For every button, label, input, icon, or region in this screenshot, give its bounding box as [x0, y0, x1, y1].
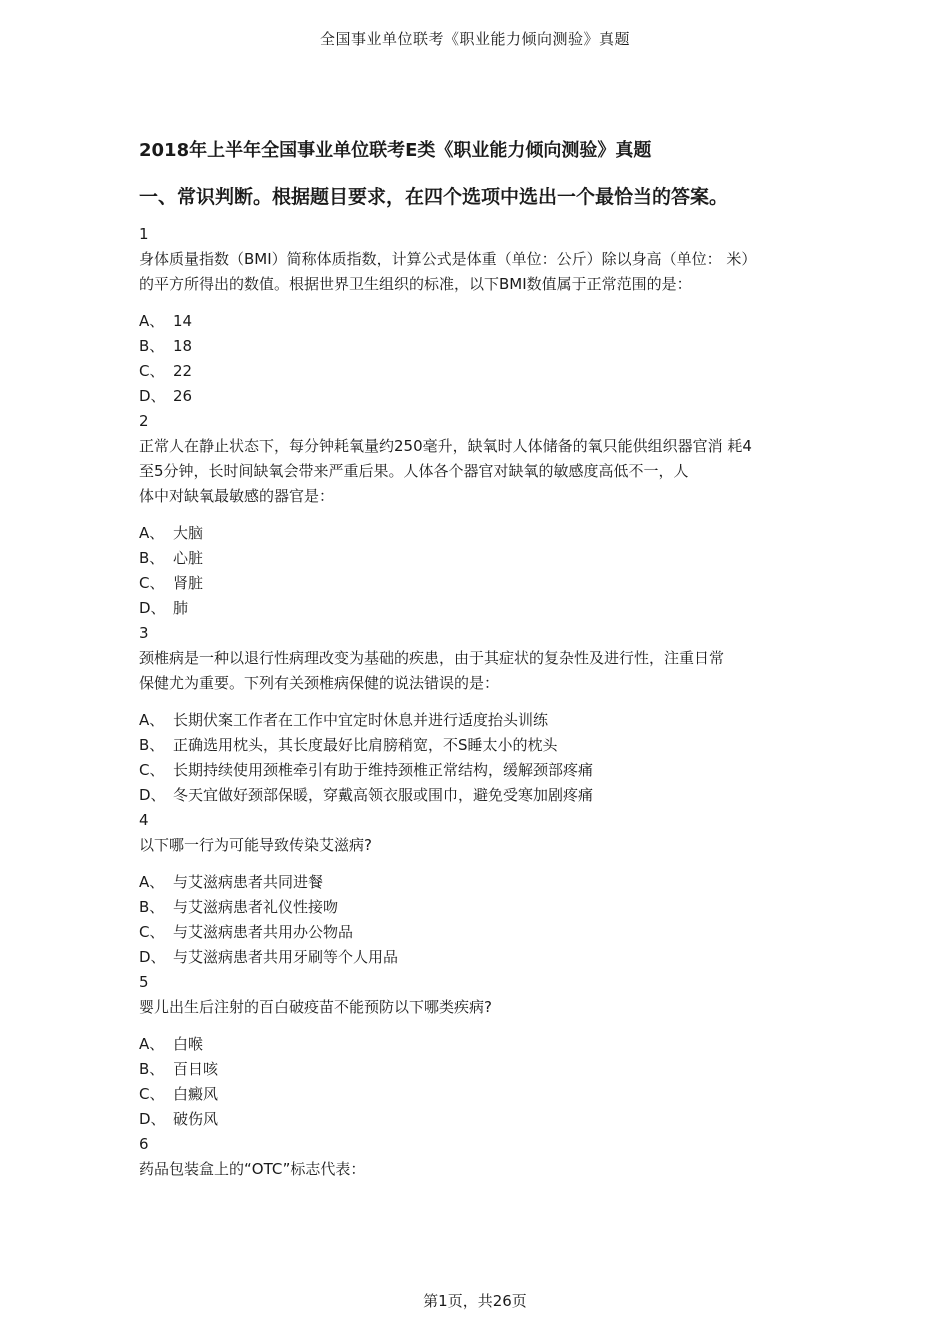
option-text: 心脏 [173, 549, 204, 567]
option-list [139, 1032, 819, 1132]
answer-option [139, 783, 819, 808]
answer-option [139, 708, 819, 733]
question-number: 1 [139, 225, 149, 243]
answer-option [139, 384, 819, 409]
section-title: 一、常识判断。根据题目要求，在四个选项中选出一个最恰当的答案。 [139, 186, 729, 208]
question-text [139, 434, 819, 509]
option-letter: D、 [139, 1110, 166, 1128]
option-letter: D、 [139, 387, 166, 405]
option-letter: C、 [139, 1085, 165, 1103]
option-letter: D、 [139, 948, 166, 966]
answer-option [139, 1082, 819, 1107]
option-list [139, 309, 819, 409]
option-letter: B、 [139, 337, 165, 355]
question-text-line: 婴儿出生后注射的百白破疫苗不能预防以下哪类疾病? [139, 998, 492, 1016]
answer-option [139, 920, 819, 945]
answer-option [139, 1107, 819, 1132]
option-letter: B、 [139, 736, 165, 754]
question-number: 3 [139, 624, 149, 642]
answer-option [139, 521, 819, 546]
option-text: 肺 [173, 599, 189, 617]
option-text: 与艾滋病患者共用办公物品 [173, 923, 354, 941]
question-text-line: 颈椎病是一种以退行性病理改变为基础的疾患，由于其症状的复杂性及进行性，注重日常 [139, 649, 725, 667]
answer-option [139, 596, 819, 621]
option-text: 正确选用枕头，其长度最好比肩膀稍宽，不S睡太小的枕头 [173, 736, 558, 754]
answer-option [139, 546, 819, 571]
question-number: 6 [139, 1135, 149, 1153]
question-text [139, 833, 819, 858]
answer-option [139, 334, 819, 359]
question-text-line: 体中对缺氧最敏感的器官是： [139, 487, 335, 505]
question-text [139, 1157, 819, 1182]
option-letter: A、 [139, 312, 165, 330]
option-letter: A、 [139, 1035, 165, 1053]
document-title: 2018年上半年全国事业单位联考E类《职业能力倾向测验》真题 [139, 140, 652, 161]
question-text-line: 的平方所得出的数值。根据世界卫生组织的标准，以下BMI数值属于正常范围的是： [139, 275, 692, 293]
option-text: 与艾滋病患者共用牙刷等个人用品 [173, 948, 399, 966]
document-body [139, 136, 819, 1182]
question-text [139, 646, 819, 696]
option-text: 破伤风 [173, 1110, 219, 1128]
option-letter: C、 [139, 923, 165, 941]
option-letter: C、 [139, 362, 165, 380]
question-block [139, 222, 819, 409]
option-list [139, 521, 819, 621]
question-number: 4 [139, 811, 149, 829]
option-text: 白喉 [173, 1035, 204, 1053]
question-list [139, 222, 819, 1182]
option-text: 长期持续使用颈椎牵引有助于维持颈椎正常结构，缓解颈部疼痛 [173, 761, 594, 779]
option-text: 26 [173, 387, 193, 405]
option-list [139, 708, 819, 808]
question-text-line: 以下哪一行为可能导致传染艾滋病? [139, 836, 372, 854]
answer-option [139, 870, 819, 895]
option-text: 大脑 [173, 524, 204, 542]
option-letter: B、 [139, 1060, 165, 1078]
option-letter: A、 [139, 873, 165, 891]
option-text: 与艾滋病患者共同进餐 [173, 873, 324, 891]
answer-option [139, 1032, 819, 1057]
option-letter: B、 [139, 549, 165, 567]
question-text-line: 正常人在静止状态下，每分钟耗氧量约250毫升，缺氧时人体储备的氧只能供组织器官消 耗4 [139, 437, 752, 455]
option-list [139, 870, 819, 970]
option-letter: A、 [139, 524, 165, 542]
page-footer: 第1页，共26页 [423, 1292, 527, 1310]
option-letter: D、 [139, 786, 166, 804]
question-block [139, 409, 819, 621]
question-text-line: 至5分钟，长时间缺氧会带来严重后果。人体各个器官对缺氧的敏感度高低不一，人 [139, 462, 689, 480]
answer-option [139, 571, 819, 596]
answer-option [139, 945, 819, 970]
option-text: 百日咳 [173, 1060, 219, 1078]
answer-option [139, 1057, 819, 1082]
option-text: 肾脏 [173, 574, 204, 592]
option-text: 白癜风 [173, 1085, 219, 1103]
question-number: 5 [139, 973, 149, 991]
question-text-line: 身体质量指数（BMI）简称体质指数，计算公式是体重（单位：公斤）除以身高（单位： 米） [139, 250, 757, 268]
page-header: 全国事业单位联考《职业能力倾向测验》真题 [319, 30, 630, 48]
answer-option [139, 359, 819, 384]
option-letter: D、 [139, 599, 166, 617]
option-letter: C、 [139, 574, 165, 592]
answer-option [139, 758, 819, 783]
question-number: 2 [139, 412, 149, 430]
question-text [139, 247, 819, 297]
option-text: 14 [173, 312, 193, 330]
question-block [139, 970, 819, 1132]
option-letter: C、 [139, 761, 165, 779]
answer-option [139, 895, 819, 920]
option-text: 长期伏案工作者在工作中宜定时休息并进行适度抬头训练 [173, 711, 549, 729]
question-text-line: 药品包装盒上的“OTC”标志代表： [139, 1160, 366, 1178]
option-text: 18 [173, 337, 193, 355]
question-text [139, 995, 819, 1020]
question-block [139, 808, 819, 970]
option-letter: A、 [139, 711, 165, 729]
option-text: 冬天宜做好颈部保暖，穿戴高领衣服或围巾，避免受寒加剧疼痛 [173, 786, 594, 804]
question-text-line: 保健尤为重要。下列有关颈椎病保健的说法错误的是： [139, 674, 500, 692]
question-block [139, 621, 819, 808]
answer-option [139, 733, 819, 758]
option-letter: B、 [139, 898, 165, 916]
answer-option [139, 309, 819, 334]
option-text: 与艾滋病患者礼仪性接吻 [173, 898, 339, 916]
option-text: 22 [173, 362, 193, 380]
question-block [139, 1132, 819, 1182]
